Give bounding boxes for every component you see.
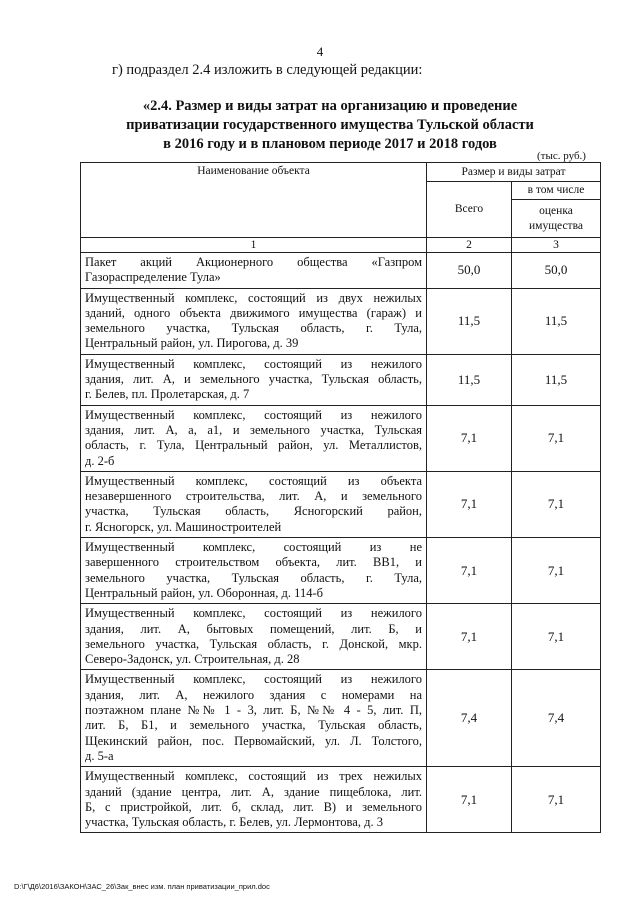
total-value: 7,4 [427, 670, 512, 767]
valuation-value: 7,1 [512, 405, 601, 471]
description-line: завершенного строительством объекта, лит. ВВ1, и [85, 555, 422, 570]
description-line: Имущественный комплекс, состоящий из трех нежилых [85, 769, 422, 784]
description-line: Центральный район, ул. Оборонная, д. 114-б [85, 585, 323, 600]
header-expense-group: Размер и виды затрат [427, 163, 601, 182]
table-row [81, 604, 601, 670]
valuation-value: 11,5 [512, 288, 601, 354]
table-row [81, 670, 601, 767]
object-description [81, 471, 427, 537]
description-line: земельного участка, Тульская область, г. Тула, [85, 570, 422, 585]
description-line: земельного участка, Тульская область, г. Тула, [85, 321, 422, 336]
valuation-value: 7,4 [512, 670, 601, 767]
object-description [81, 604, 427, 670]
description-line: д. 2-б [85, 453, 115, 468]
units-label: (тыс. руб.) [537, 150, 586, 162]
table-row [81, 538, 601, 604]
object-description [81, 288, 427, 354]
description-line: здания, лит. А, а, а1, и земельного участка, Тульская [85, 422, 422, 437]
table-row [81, 405, 601, 471]
description-line: Имущественный комплекс, состоящий из нежилого [85, 672, 422, 687]
description-line: г. Ясногорск, ул. Машиностроителей [85, 519, 282, 534]
object-description [81, 405, 427, 471]
title-line: приватизации государственного имущества Тульской области [126, 117, 534, 133]
total-value: 7,1 [427, 538, 512, 604]
object-description [81, 767, 427, 833]
description-line: Щекинский район, пос. Первомайский, ул. Л. Толстого, [85, 733, 422, 748]
header-including: в том числе [512, 182, 601, 200]
object-description [81, 538, 427, 604]
description-line: лит. Б, Б1, и земельного участка, Тульская область, [85, 718, 422, 733]
description-line: Имущественный комплекс, состоящий из нежилого [85, 407, 422, 422]
valuation-value: 7,1 [512, 538, 601, 604]
title-line: «2.4. Размер и виды затрат на организацию и проведение [142, 98, 518, 114]
description-line: зданий, одного объекта движимого имущества (гараж) и [85, 305, 422, 320]
valuation-value: 50,0 [512, 253, 601, 289]
file-path-footer: D:\Г\Д6\2016\ЗАКОН\ЗАС_26\Зак_внес изм. план приватизации_прил.doc [14, 882, 270, 891]
valuation-value: 11,5 [512, 354, 601, 405]
expenses-table [80, 162, 601, 833]
valuation-value: 7,1 [512, 471, 601, 537]
description-line: Имущественный комплекс, состоящий из не [85, 540, 422, 555]
description-line: здания, лит. А, и земельного участка, Тульская область, [85, 372, 422, 387]
column-number-row [81, 238, 601, 253]
description-line: здания, лит. А, нежилого здания с номерами на [85, 687, 422, 702]
description-line: участка, Тульская область, Ясногорский район, [85, 504, 422, 519]
table-row [81, 767, 601, 833]
description-line: д. 5-а [85, 748, 114, 763]
table-row [81, 354, 601, 405]
object-description [81, 670, 427, 767]
object-description [81, 354, 427, 405]
total-value: 50,0 [427, 253, 512, 289]
description-line: г. Белев, пл. Пролетарская, д. 7 [85, 387, 250, 402]
description-line: незавершенного строительства, лит. А, и земельного [85, 489, 422, 504]
column-number: 3 [512, 238, 601, 253]
total-value: 11,5 [427, 288, 512, 354]
page-number: 4 [316, 44, 324, 59]
total-value: 11,5 [427, 354, 512, 405]
column-number: 1 [81, 238, 427, 253]
description-line: Имущественный комплекс, состоящий из нежилого [85, 356, 422, 371]
description-line: участка, Тульская область, г. Белев, ул. Лермонтова, д. 3 [85, 815, 383, 830]
description-line: область, г. Тула, Центральный район, ул. Металлистов, [85, 438, 422, 453]
instruction-text: г) подраздел 2.4 изложить в следующей редакции: [112, 62, 423, 78]
description-line: Имущественный комплекс, состоящий из нежилого [85, 606, 422, 621]
description-line: земельного участка, Тульская область, г. Донской, мкр. [85, 636, 422, 651]
header-valuation: оценка имущества [512, 200, 601, 238]
description-line: зданий (здание центра, лит. А, здание пищеблока, лит. [85, 784, 422, 799]
description-line: здания, лит. А, бытовых помещений, лит. Б, и [85, 621, 422, 636]
object-description [81, 253, 427, 289]
total-value: 7,1 [427, 767, 512, 833]
description-line: Пакет акций Акционерного общества «Газпром [85, 255, 422, 269]
description-line: Центральный район, ул. Пирогова, д. 39 [85, 336, 299, 351]
table-row [81, 253, 601, 289]
header-object-name: Наименование объекта [81, 163, 427, 238]
valuation-value: 7,1 [512, 767, 601, 833]
header-total: Всего [427, 182, 512, 238]
section-title [80, 97, 580, 154]
table-row [81, 288, 601, 354]
table-row [81, 471, 601, 537]
description-line: поэтажном плане №№ 1 - 3, лит. Б, №№ 4 - 5, лит. П, [85, 703, 422, 718]
description-line: Северо-Задонск, ул. Строительная, д. 28 [85, 652, 300, 667]
description-line: Б, с пристройкой, лит. б, склад, лит. В) и земельного [85, 799, 422, 814]
title-line: в 2016 году и в плановом периоде 2017 и 2018 годов [163, 136, 497, 152]
description-line: Имущественный комплекс, состоящий из объекта [85, 473, 422, 488]
total-value: 7,1 [427, 471, 512, 537]
column-number: 2 [427, 238, 512, 253]
valuation-value: 7,1 [512, 604, 601, 670]
description-line: Имущественный комплекс, состоящий из двух нежилых [85, 290, 422, 305]
description-line: Газораспределение Тула» [85, 270, 221, 285]
total-value: 7,1 [427, 604, 512, 670]
total-value: 7,1 [427, 405, 512, 471]
